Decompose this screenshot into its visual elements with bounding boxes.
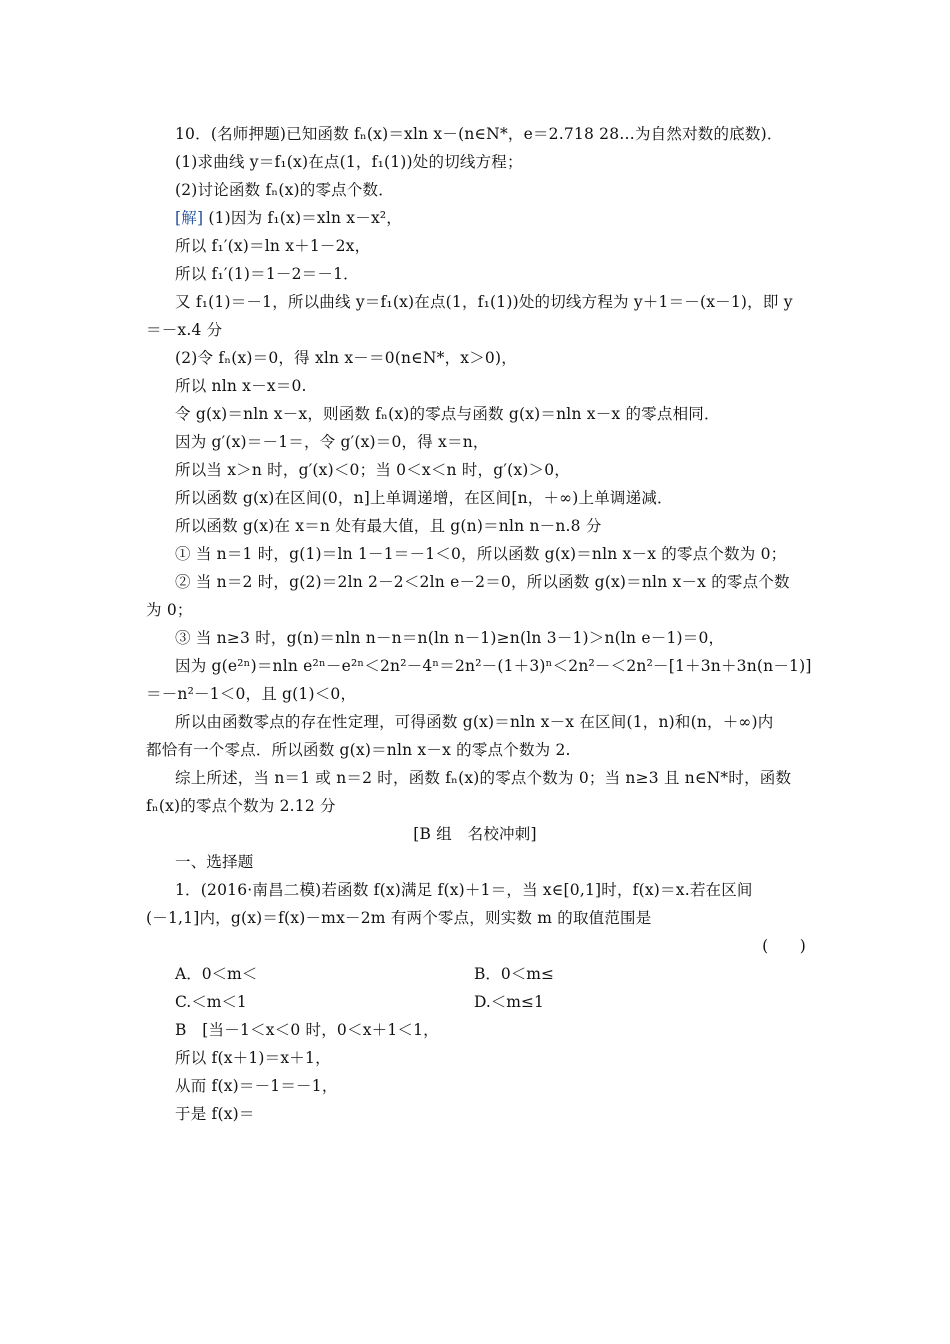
solution-line-2: 所以 f₁′(x)＝ln x＋1－2x， bbox=[175, 237, 371, 255]
answer-line-2: 所以 f(x＋1)＝x＋1， bbox=[175, 1049, 331, 1067]
solution-line-5: (2)令 fₙ(x)＝0，得 xln x－＝0(n∈N*，x＞0)， bbox=[175, 349, 517, 367]
solution-line-12: ① 当 n＝1 时，g(1)＝ln 1－1＝－1＜0，所以函数 g(x)＝nln x－x 的零点个数为 0； bbox=[175, 545, 787, 563]
option-d: D.＜m≤1 bbox=[474, 993, 544, 1011]
solution-line-15b: ＝－n²－1＜0，且 g(1)＜0， bbox=[146, 685, 357, 703]
solution-line-4a: 又 f₁(1)＝－1，所以曲线 y＝f₁(x)在点(1，f₁(1))处的切线方程为 y＋1＝－(x－1)，即 y bbox=[175, 293, 793, 311]
solution-line-4b: ＝－x.4 分 bbox=[146, 321, 223, 339]
solution-tag: [解] bbox=[175, 209, 204, 227]
solution-line-8: 因为 g′(x)＝－1＝，令 g′(x)＝0，得 x＝n， bbox=[175, 433, 489, 451]
answer-blank: ( ) bbox=[762, 937, 806, 955]
option-a: A．0＜m＜ bbox=[175, 965, 258, 983]
section-b-subheading: 一、选择题 bbox=[175, 853, 254, 871]
option-b: B．0＜m≤ bbox=[474, 965, 554, 983]
solution-line-16a: 所以由函数零点的存在性定理，可得函数 g(x)＝nln x－x 在区间(1，n)和(n，＋∞)内 bbox=[175, 713, 774, 731]
question-1-stem-b: (－1,1]内，g(x)＝f(x)－mx－2m 有两个零点，则实数 m 的取值范围是 bbox=[146, 909, 652, 927]
problem-10-title: 10．(名师押题)已知函数 fₙ(x)＝xln x－(n∈N*，e＝2.718 28…为自然对数的底数)． bbox=[175, 125, 783, 143]
solution-line-13b: 为 0； bbox=[146, 601, 193, 619]
solution-line-9: 所以当 x＞n 时，g′(x)＜0；当 0＜x＜n 时，g′(x)＞0， bbox=[175, 461, 570, 479]
section-b-heading: [B 组 名校冲刺] bbox=[413, 825, 537, 843]
solution-line-1 bbox=[175, 207, 815, 229]
answer-line-1: B [当－1＜x＜0 时，0＜x＋1＜1， bbox=[175, 1021, 439, 1039]
problem-10-part-1: (1)求曲线 y＝f₁(x)在点(1，f₁(1))处的切线方程； bbox=[175, 153, 523, 171]
solution-step-1: (1)因为 f₁(x)＝xln x－x²， bbox=[203, 209, 403, 227]
solution-line-16b: 都恰有一个零点．所以函数 g(x)＝nln x－x 的零点个数为 2. bbox=[146, 741, 571, 759]
solution-line-11: 所以函数 g(x)在 x＝n 处有最大值，且 g(n)＝nln n－n.8 分 bbox=[175, 517, 602, 535]
solution-line-6: 所以 nln x－x＝0. bbox=[175, 377, 307, 395]
option-c: C.＜m＜1 bbox=[175, 993, 247, 1011]
solution-line-7: 令 g(x)＝nln x－x，则函数 fₙ(x)的零点与函数 g(x)＝nln x－x 的零点相同． bbox=[175, 405, 720, 423]
solution-line-17a: 综上所述，当 n＝1 或 n＝2 时，函数 fₙ(x)的零点个数为 0；当 n≥3 且 n∈N*时，函数 bbox=[175, 769, 792, 787]
solution-line-17b: fₙ(x)的零点个数为 2.12 分 bbox=[146, 797, 336, 815]
answer-line-4: 于是 f(x)＝ bbox=[175, 1105, 255, 1123]
solution-line-14: ③ 当 n≥3 时，g(n)＝nln n－n＝n(ln n－1)≥n(ln 3－1)＞n(ln e－1)＝0， bbox=[175, 629, 725, 647]
solution-line-10: 所以函数 g(x)在区间(0，n]上单调递增，在区间[n，＋∞)上单调递减． bbox=[175, 489, 673, 507]
solution-line-3: 所以 f₁′(1)＝1－2＝－1． bbox=[175, 265, 359, 283]
answer-line-3: 从而 f(x)＝－1＝－1， bbox=[175, 1077, 338, 1095]
problem-10-part-2: (2)讨论函数 fₙ(x)的零点个数． bbox=[175, 181, 394, 199]
solution-line-13a: ② 当 n＝2 时，g(2)＝2ln 2－2＜2ln e－2＝0，所以函数 g(x)＝nln x－x 的零点个数 bbox=[175, 573, 790, 591]
question-1-stem-a: 1．(2016·南昌二模)若函数 f(x)满足 f(x)＋1＝，当 x∈[0,1]时，f(x)＝x.若在区间 bbox=[175, 881, 753, 899]
solution-line-15a: 因为 g(e²ⁿ)＝nln e²ⁿ－e²ⁿ＜2n²－4ⁿ＝2n²－(1＋3)ⁿ＜2n²－＜2n²－[1＋3n＋3n(n－1)] bbox=[175, 657, 812, 675]
